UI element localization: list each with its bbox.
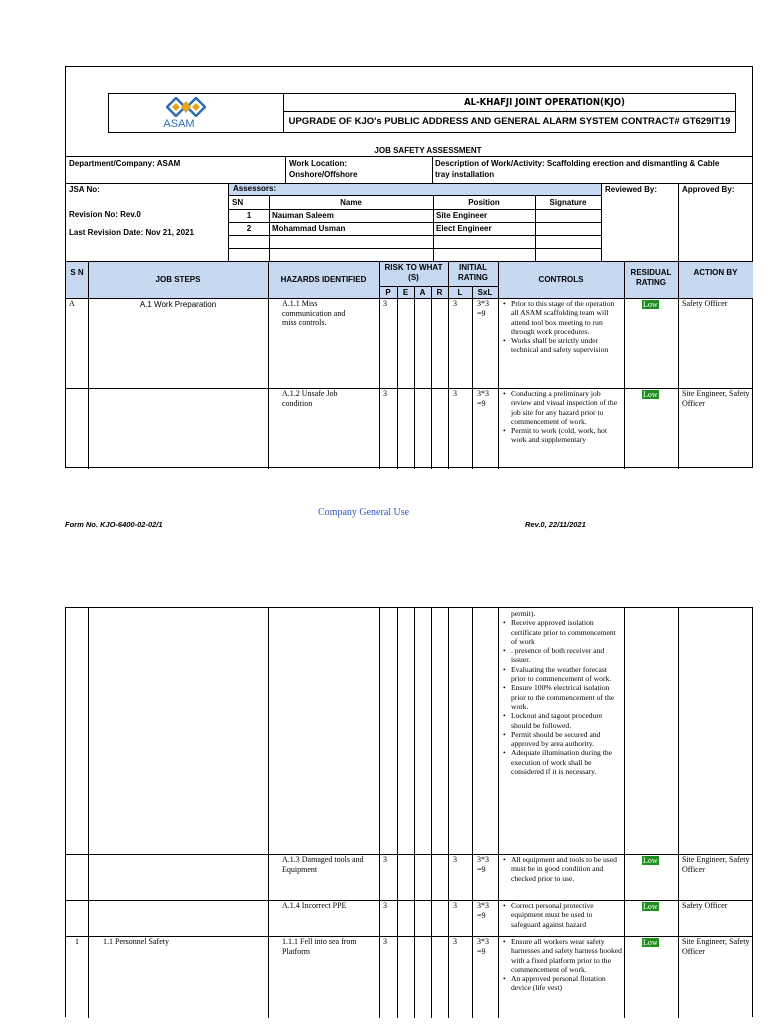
control-item: • Works shall be strictly under technical and safety supervision — [502, 336, 622, 355]
row-hazard: A.1.3 Damaged tools and Equipment — [282, 855, 364, 874]
row-controls-continued — [502, 609, 622, 854]
row-job-step: 1.1 Personnel Safety — [103, 937, 169, 946]
col-action-header: ACTION BY — [693, 268, 738, 277]
control-item: • Adequate illumination during the execution of work shall be considered if it is necessary. — [502, 748, 622, 776]
col-residual-header: RESIDUAL RATING — [630, 268, 672, 287]
assessor-sn: 2 — [246, 224, 252, 233]
control-item: • Lockout and tagout procedure should be followed. — [502, 711, 622, 730]
control-item: • Prior to this stage of the operation all ASAM scaffolding team will attend tool box meeting to run through work procedures. — [502, 299, 622, 336]
row-sxl: 3*3 =9 — [477, 855, 489, 874]
control-item: • Permit to work (cold, work, hot work and supplementary — [502, 426, 622, 445]
jsa-page-2 — [65, 607, 753, 1017]
control-item: • All equipment and tools to be used must be in good condition and checked prior to use. — [502, 855, 622, 883]
org-name: AL-KHAFJI JOINT OPERATION(KJO) — [284, 94, 735, 112]
control-item: • Evaluating the weather forecast prior to commencement of work. — [502, 665, 622, 684]
control-item: • . presence of both receiver and issuer. — [502, 646, 622, 665]
description-label: Description of Work/Activity: Scaffolding erection and dismantling & Cable — [435, 159, 720, 168]
row-hazard: A.1.2 Unsafe Job condition — [282, 389, 338, 408]
row-controls — [502, 901, 622, 935]
row-sn: A — [69, 299, 75, 308]
residual-badge: Low — [643, 856, 658, 865]
control-item: permit). — [511, 609, 536, 618]
col-sxl-header: SxL — [477, 288, 493, 297]
row-hazard: 1.1.1 Fell into sea from Platform — [282, 937, 357, 956]
col-p-header: P — [385, 288, 391, 297]
assessor-name: Nauman Saleem — [272, 211, 334, 220]
row-l: 3 — [453, 937, 457, 946]
row-l: 3 — [453, 299, 457, 308]
row-controls — [502, 299, 622, 388]
row-action-by: Site Engineer, Safety Officer — [682, 855, 750, 874]
row-controls — [502, 937, 622, 1017]
col-l-header: L — [457, 288, 463, 297]
row-sxl: 3*3 =9 — [477, 299, 489, 318]
doc-title: JOB SAFETY ASSESSMENT — [374, 146, 482, 155]
assessor-sn-header: SN — [232, 198, 244, 207]
last-revision-date: Last Revision Date: Nov 21, 2021 — [69, 228, 194, 237]
form-number: Form No. KJO-6400-02-02/1 — [65, 520, 163, 529]
col-job-steps-header: JOB STEPS — [155, 275, 201, 284]
asam-logo-icon — [166, 97, 206, 117]
row-p: 3 — [383, 937, 387, 946]
assessor-name-header: Name — [340, 198, 362, 207]
control-item: • Permit should be secured and approved by area authority. — [502, 730, 622, 749]
row-sn: 1 — [75, 937, 79, 946]
control-item: • Conducting a preliminary job review and visual inspection of the job site for any hazard prior to commencement of work. — [502, 389, 622, 426]
residual-badge: Low — [643, 390, 658, 399]
company-logo — [109, 94, 284, 132]
assessor-position: Site Engineer — [436, 211, 488, 220]
project-title: UPGRADE OF KJO's PUBLIC ADDRESS AND GENERAL ALARM SYSTEM CONTRACT# GT629IT19 — [288, 116, 731, 127]
row-sxl: 3*3 =9 — [477, 901, 489, 920]
company-general-use-label: Company General Use — [318, 507, 410, 518]
row-hazard: A.1.4 Incorrect PPE — [282, 901, 347, 910]
jsa-no-label: JSA No: — [69, 185, 100, 194]
logo-text: ASAM — [163, 118, 195, 130]
row-job-step: A.1 Work Preparation — [139, 300, 217, 309]
assessor-position: Elect Engineer — [436, 224, 492, 233]
revision-no: Revision No: Rev.0 — [69, 210, 141, 219]
control-item: • An approved personal flotation device (life vest) — [502, 974, 622, 993]
residual-badge: Low — [643, 300, 658, 309]
control-item: • Correct personal protective equipment must be used to safeguard against hazard — [502, 901, 622, 929]
row-action-by: Site Engineer, Safety Officer — [682, 937, 750, 956]
row-action-by: Safety Officer — [682, 901, 728, 910]
col-risk-to-header: RISK TO WHAT (S) — [384, 263, 443, 282]
col-a-header: A — [419, 288, 426, 297]
residual-badge: Low — [643, 902, 658, 911]
assessors-header: Assessors: — [229, 184, 601, 196]
assessor-position-header: Position — [468, 198, 500, 207]
residual-badge: Low — [643, 938, 658, 947]
row-l: 3 — [453, 901, 457, 910]
row-sxl: 3*3 =9 — [477, 937, 489, 956]
row-controls — [502, 855, 622, 899]
control-item: • Ensure 100% electrical isolation prior to the commencement of the work. — [502, 683, 622, 711]
revision-footer: Rev.0, 22/11/2021 — [525, 520, 586, 529]
col-initial-rating-header: INITIAL RATING — [457, 263, 489, 282]
row-p: 3 — [383, 855, 387, 864]
col-sn-header: S N — [70, 268, 84, 277]
col-controls-header: CONTROLS — [538, 275, 584, 284]
assessor-name: Mohammad Usman — [272, 224, 346, 233]
jsa-page-1 — [65, 66, 753, 468]
approved-by-label: Approved By: — [682, 185, 735, 194]
row-action-by: Safety Officer — [682, 299, 728, 308]
row-controls — [502, 389, 622, 468]
col-e-header: E — [402, 288, 409, 297]
row-sxl: 3*3 =9 — [477, 389, 489, 408]
row-p: 3 — [383, 389, 387, 398]
control-item: • Receive approved isolation certificate prior to commencement of work — [502, 618, 622, 646]
work-location-value: Onshore/Offshore — [289, 170, 358, 179]
assessor-signature-header: Signature — [549, 198, 587, 207]
document-header — [108, 93, 736, 133]
row-hazard: A.1.1 Miss communication and miss controls. — [282, 299, 346, 327]
row-p: 3 — [383, 901, 387, 910]
row-action-by: Site Engineer, Safety Officer — [682, 389, 750, 408]
control-item: • Ensure all workers wear safety harnesses and safety harness hooked with a fixed platform prior to the commencement of work. — [502, 937, 622, 974]
description-value: tray installation — [435, 170, 495, 179]
reviewed-by-label: Reviewed By: — [605, 185, 658, 194]
work-location-label: Work Location: — [289, 159, 348, 168]
row-l: 3 — [453, 389, 457, 398]
department-label: Department/Company: ASAM — [69, 159, 181, 168]
row-p: 3 — [383, 299, 387, 308]
row-l: 3 — [453, 855, 457, 864]
assessor-sn: 1 — [246, 211, 252, 220]
col-hazards-header: HAZARDS IDENTIFIED — [280, 275, 367, 284]
col-r-header: R — [436, 288, 443, 297]
